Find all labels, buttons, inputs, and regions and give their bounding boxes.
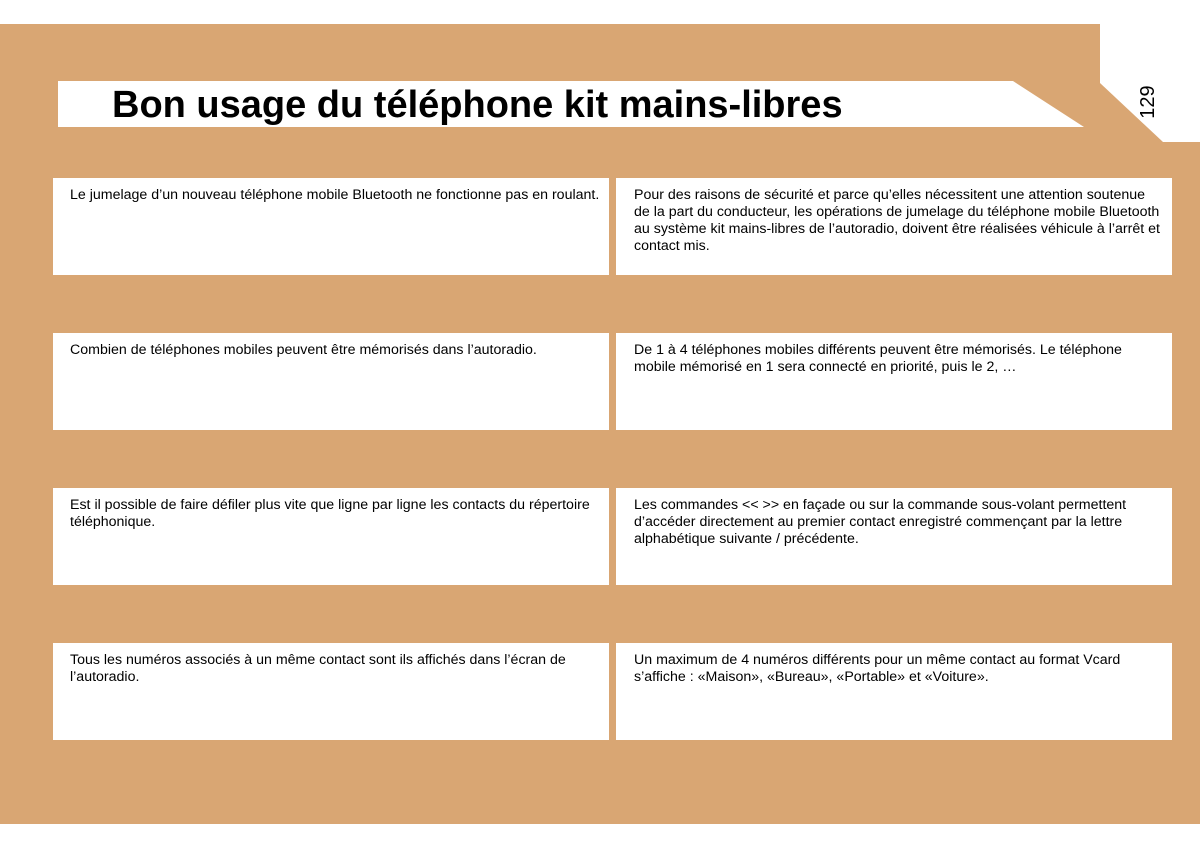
faq-answer-2: De 1 à 4 téléphones mobiles différents peuvent être mémorisés. Le téléphone mobile mémorisé en 1 sera connecté en priorité, puis le 2, … <box>616 333 1172 430</box>
faq-question-3: Est il possible de faire défiler plus vite que ligne par ligne les contacts du répertoire téléphonique. <box>53 488 609 585</box>
page-title: Bon usage du téléphone kit mains-libres <box>112 84 843 126</box>
faq-answer-3: Les commandes << >> en façade ou sur la commande sous-volant permettent d’accéder directement au premier contact enregistré commençant par la lettre alphabétique suivante / précédente. <box>616 488 1172 585</box>
faq-question-1: Le jumelage d’un nouveau téléphone mobile Bluetooth ne fonctionne pas en roulant. <box>53 178 609 275</box>
faq-answer-4: Un maximum de 4 numéros différents pour un même contact au format Vcard s’affiche : «Maison», «Bureau», «Portable» et «Voiture». <box>616 643 1172 740</box>
faq-question-4: Tous les numéros associés à un même contact sont ils affichés dans l’écran de l’autoradio. <box>53 643 609 740</box>
faq-question-2: Combien de téléphones mobiles peuvent être mémorisés dans l’autoradio. <box>53 333 609 430</box>
faq-answer-1: Pour des raisons de sécurité et parce qu’elles nécessitent une attention soutenue de la part du conducteur, les opérations de jumelage du téléphone mobile Bluetooth au système kit mains-libres de l’autoradio, doivent être réalisées véhicule à l’arrêt et contact mis. <box>616 178 1172 275</box>
page-number: 129 <box>1136 85 1159 119</box>
